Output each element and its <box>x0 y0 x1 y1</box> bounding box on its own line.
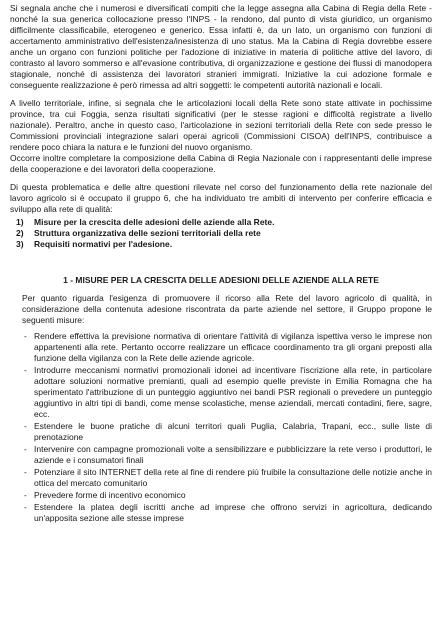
measure-text: Estendere la platea degli iscritti anche ad imprese che offrono servizi in agricoltura, dedicando un'apposita sezione alle stesse imprese <box>34 502 432 523</box>
measure-text: Potenziare il sito INTERNET della rete al fine di rendere più fruibile la consultazione delle notizie anche in ottica del mercato comunitario <box>34 467 432 488</box>
list-dash: - <box>24 421 27 431</box>
list-dash: - <box>24 490 27 500</box>
measure-item <box>10 421 432 443</box>
intro-paragraph-1: Si segnala anche che i numerosi e diversificati compiti che la legge assegna alla Cabina di Regia della Rete - nonché la sua generica collocazione presso l'INPS - la rendono, dal punto di vista giuridico, un organismo difficilmente classificabile, eterogeneo e generico. Essa infatti è, da un lato, un organismo con funzioni di accertamento amministrativo dell'esistenza/inesistenza di uno status. Ma la Cabina di Regia dovrebbe essere anche un organo con funzioni politiche per l'adozione di iniziative in materia di politiche attive del lavoro, di contrasto al lavoro sommerso e all'evasione contributiva, di organizzazione e gestione dei flussi di manodopera stagionale, nonché di assistenza dei lavoratori stranieri immigrati. Iniziative la cui adozione formale e conseguente realizzazione è però rimessa ad altri soggetti: le competenti autorità nazionali e locali. <box>10 3 432 90</box>
objective-number: 1) <box>16 217 24 227</box>
measure-text: Rendere effettiva la previsione normativa di orientare l'attività di vigilanza ispettiva verso le imprese non appartenenti alla rete. Pertanto occorre realizzare un efficace coordinamento tra gli organi preposti alla funzione della vigilanza con la Rete delle aziende agricole. <box>34 331 432 363</box>
objective-item <box>10 239 432 250</box>
measure-text: Prevedere forme di incentivo economico <box>34 490 186 500</box>
list-dash: - <box>24 444 27 454</box>
measure-text: Introdurre meccanismi normativi promozionali idonei ad incentivare l'iscrizione alla rete, in particolare adottare soluzioni normative premianti, quali ad esempio quelle previste in Emilia Romagna che ha sperimentato l'attribuzione di un punteggio aggiuntivo nei bandi PSR regionali o prevedere un punteggio aggiuntivo in altri tipi di bandi, come mense scolastiche, mense aziendali, mercati contadini, fiere, sagre, ecc. <box>34 365 432 419</box>
objective-text: Struttura organizzativa delle sezioni territoriali della rete <box>34 228 261 238</box>
objective-item <box>10 228 432 239</box>
objective-number: 3) <box>16 239 24 249</box>
objective-text: Requisiti normativi per l'adesione. <box>34 239 173 249</box>
measure-item <box>10 331 432 364</box>
intro-paragraph-3: Occorre inoltre completare la composizione della Cabina di Regia Nazionale con i rappresentanti delle imprese della cooperazione e dei lavoratori della cooperazione. <box>10 153 432 174</box>
objective-number: 2) <box>16 228 24 238</box>
objectives-list <box>10 217 432 250</box>
list-dash: - <box>24 365 27 375</box>
measure-item <box>10 365 432 420</box>
measures-list <box>10 331 432 524</box>
list-dash: - <box>24 331 27 341</box>
list-dash: - <box>24 502 27 512</box>
measure-item <box>10 444 432 466</box>
section-title: 1 - MISURE PER LA CRESCITA DELLE ADESIONI DELLE AZIENDE ALLA RETE <box>63 275 379 285</box>
measure-text: Intervenire con campagne promozionali volte a sensibilizzare e pubblicizzare la rete verso i produttori, le aziende e i consumatori finali <box>34 444 432 465</box>
list-dash: - <box>24 467 27 477</box>
intro-paragraph-2: A livello territoriale, infine, si segnala che le articolazioni locali della Rete sono state attivate in pochissime province, tra cui Foggia, senza risultati significativi (per le stesse ragioni e difficoltà registrate a livello nazionale). Peraltro, anche in questo caso, l'articolazione in sezioni territoriali della Rete con sede presso le Commissioni provinciali integrazione salari operai agricoli (Commissioni CISOA) dell'INPS, contribuisce a rendere poco chiara la natura e le funzioni del nuovo organismo. <box>10 98 432 152</box>
measure-item <box>10 502 432 524</box>
measure-text: Estendere le buone pratiche di alcuni territori quali Puglia, Calabria, Trapani, ecc., sulle liste di prenotazione <box>34 421 432 442</box>
objective-item <box>10 217 432 228</box>
intro-paragraph-4: Di questa problematica e delle altre questioni rilevate nel corso del funzionamento della rete nazionale del lavoro agricolo si è occupato il gruppo 6, che ha individuato tre ambiti di intervento per conferire efficacia e sviluppo alla rete di qualità: <box>10 182 432 214</box>
section-intro: Per quanto riguarda l'esigenza di promuovere il ricorso alla Rete del lavoro agricolo di qualità, in considerazione della contenuta adesione riscontrata da parte aziende nel settore, il Gruppo propone le seguenti misure: <box>22 293 432 325</box>
objective-text: Misure per la crescita delle adesioni delle aziende alla Rete. <box>34 217 275 227</box>
measure-item <box>10 467 432 489</box>
measure-item <box>10 490 432 501</box>
